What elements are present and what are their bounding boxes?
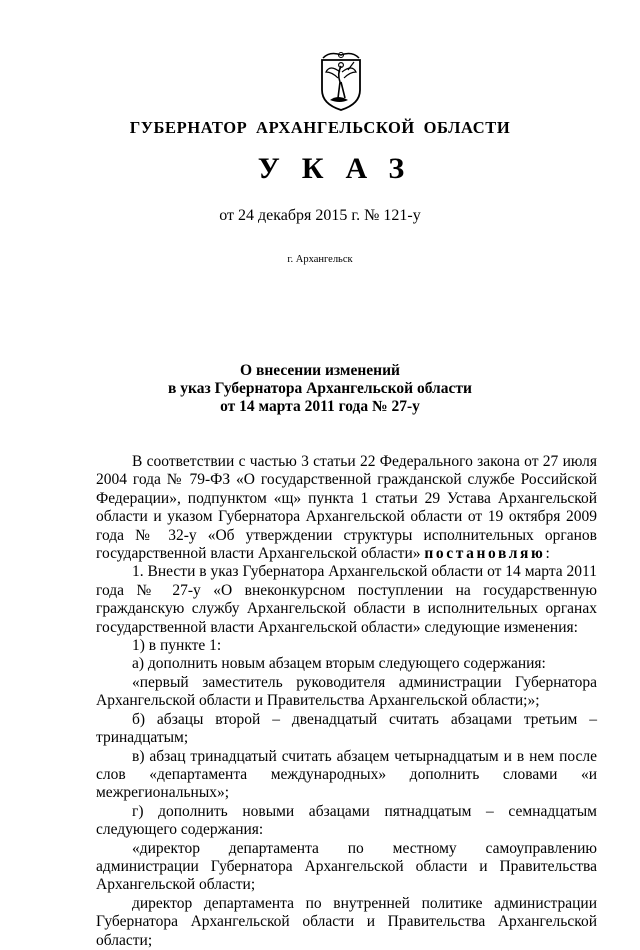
preamble-end: : <box>545 545 550 563</box>
paragraph-9: директор департамента по внутренней политике администрации Губернатора Архангельской области и Правительства Архангельской области; <box>96 894 597 949</box>
paragraph-8: «директор департамента по местному самоуправлению администрации Губернатора Архангельской области и Правительства Архангельской области; <box>96 839 597 894</box>
paragraph-3: а) дополнить новым абзацем вторым следующего содержания: <box>132 655 546 673</box>
paragraph-1: 1. Внести в указ Губернатора Архангельской области от 14 марта 2011 года № 27-у «О внеконкурсном поступлении на государственную гражданскую службу Архангельской области в исполнительных органах государственной власти Архангельской области» следующие изменения: <box>96 563 597 636</box>
document-title <box>0 362 640 416</box>
preamble-paragraph <box>96 453 597 563</box>
paragraph-4: «первый заместитель руководителя администрации Губернатора Архангельской области и Правительства Архангельской области;»; <box>96 673 597 710</box>
issuing-authority: ГУБЕРНАТОР АРХАНГЕЛЬСКОЙ ОБЛАСТИ <box>129 118 511 137</box>
document-type: УКАЗ <box>257 152 427 185</box>
paragraph-7: г) дополнить новыми абзацами пятнадцатым – семнадцатым следующего содержания: <box>96 802 597 839</box>
title-line-1: О внесении изменений <box>240 362 400 379</box>
title-line-3: от 14 марта 2011 года № 27-у <box>220 398 420 415</box>
preamble-text: В соответствии с частью 3 статьи 22 Федерального закона от 27 июля 2004 года № 79-ФЗ «О государственной гражданской службе Российской Федерации», подпунктом «щ» пункта 1 статьи 29 Устава Архангельской области и указом Губернатора Архангельской области от 19 октября 2009 года № 32-у «Об утверждении структуры исполнительных органов государственной власти Архангельской области» <box>96 453 597 563</box>
paragraph-5: б) абзацы второй – двенадцатый считать абзацами третьим – тринадцатым; <box>96 710 597 747</box>
paragraph-6: в) абзац тринадцатый считать абзацем четырнадцатым и в нем после слов «департамента международных» дополнить словами «и межрегиональных»; <box>96 747 597 802</box>
document-city: г. Архангельск <box>287 254 353 265</box>
decree-keyword: постановляю <box>424 545 546 563</box>
title-line-2: в указ Губернатора Архангельской области <box>168 380 472 397</box>
document-date-number: от 24 декабря 2015 г. № 121-у <box>219 207 421 224</box>
paragraph-2: 1) в пункте 1: <box>132 637 222 655</box>
arkhangelsk-coat-of-arms-icon <box>318 50 364 112</box>
document-body <box>96 453 597 950</box>
